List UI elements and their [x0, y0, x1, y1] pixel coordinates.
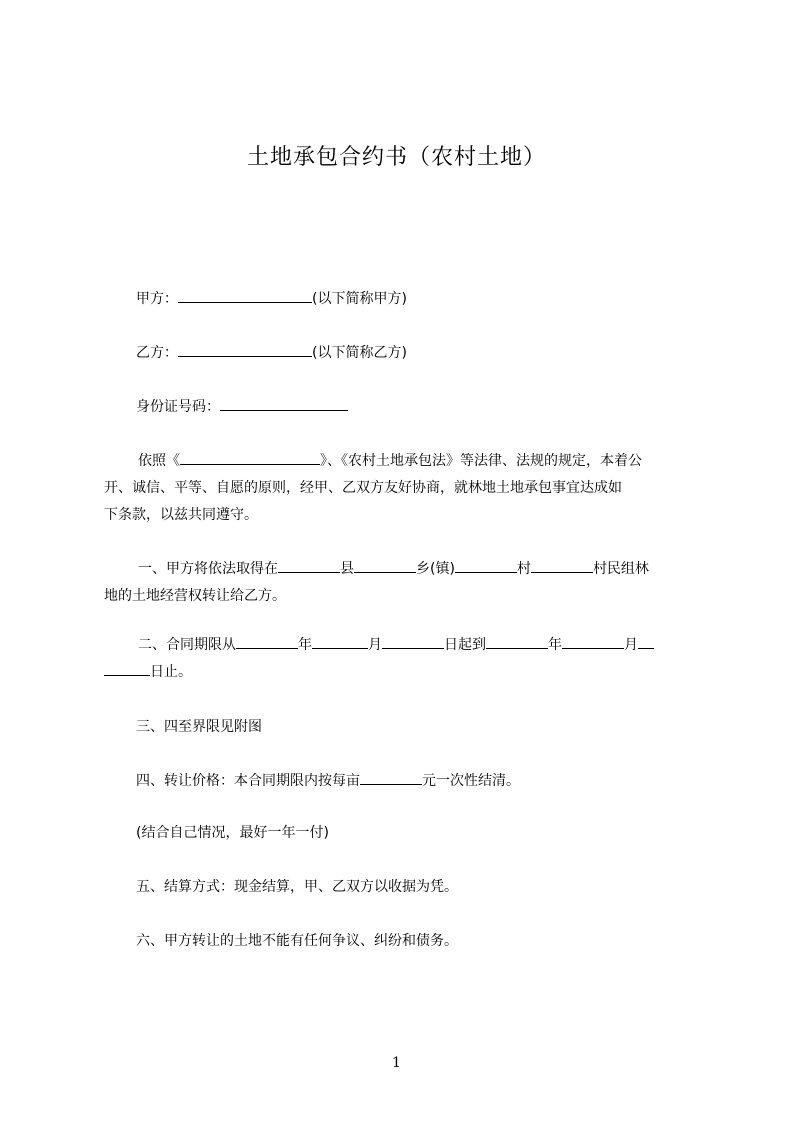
party-a-suffix: (以下简称甲方) [312, 291, 407, 307]
county-blank [278, 557, 340, 573]
id-number-line [104, 394, 704, 421]
clause1-line2: 地的土地经营权转让给乙方。 [104, 588, 286, 604]
clause-6 [104, 928, 704, 955]
clause-5 [104, 874, 704, 901]
document-title: 土地承包合约书（农村土地） [246, 145, 546, 170]
clause-3 [104, 714, 704, 741]
start-month-blank [312, 633, 368, 649]
end-day-blank-part2 [104, 660, 150, 676]
clause-2 [104, 632, 704, 686]
end-month-blank [562, 633, 624, 649]
clause3-text: 三、四至界限见附图 [136, 719, 262, 735]
clause2-year2: 年 [548, 637, 562, 653]
law-name-blank [180, 449, 320, 465]
clause2-month2: 月 [624, 637, 638, 653]
start-day-blank [382, 633, 444, 649]
clause2-prefix: 二、合同期限从 [138, 637, 236, 653]
clause1-county: 县 [340, 561, 354, 577]
clause4-suffix: 元一次性结清。 [422, 773, 520, 789]
note-text: (结合自己情况，最好一年一付) [136, 825, 329, 841]
clause1-group: 村民组林 [592, 561, 649, 577]
clause2-year1: 年 [298, 637, 312, 653]
end-day-blank-part1 [638, 633, 654, 649]
clause1-village: 村 [516, 561, 531, 577]
clause6-text: 六、甲方转让的土地不能有任何争议、纠纷和债务。 [136, 933, 458, 949]
intro-line2: 开、诚信、平等、自愿的原则，经甲、乙双方友好协商，就林地土地承包事宜达成如 [104, 480, 622, 496]
clause1-township: 乡(镇) [416, 561, 455, 577]
clause2-end: 日止。 [150, 664, 192, 680]
party-a-blank [178, 287, 312, 303]
village-blank [455, 557, 517, 573]
clause5-text: 五、结算方式：现金结算，甲、乙双方以收据为凭。 [136, 879, 458, 895]
clause4-prefix: 四、转让价格：本合同期限内按每亩 [136, 773, 360, 789]
start-year-blank [236, 633, 298, 649]
price-blank [360, 769, 422, 785]
clause2-month1: 月 [368, 637, 382, 653]
id-number-label: 身份证号码： [136, 399, 220, 415]
party-b-label: 乙方： [136, 345, 178, 361]
party-b-suffix: (以下简称乙方) [312, 345, 407, 361]
end-year-blank [486, 633, 548, 649]
page-number: 1 [392, 1055, 401, 1071]
party-a-label: 甲方： [136, 291, 178, 307]
intro-line3: 下条款，以兹共同遵守。 [104, 507, 258, 523]
township-blank [354, 557, 416, 573]
intro-prefix: 依照《 [138, 453, 180, 469]
intro-middle: 》、《农村土地承包法》等法律、法规的规定，本着公 [320, 453, 642, 469]
id-number-blank [220, 395, 348, 411]
intro-paragraph [104, 448, 704, 529]
clause2-day-to: 日起到 [444, 637, 486, 653]
group-blank [531, 557, 593, 573]
clause-1 [104, 556, 704, 610]
payment-note [104, 820, 704, 847]
party-b-blank [178, 341, 312, 357]
party-a-line [104, 286, 704, 313]
party-b-line [104, 340, 704, 367]
clause1-prefix: 一、甲方将依法取得在 [138, 561, 278, 577]
clause-4 [104, 768, 704, 795]
